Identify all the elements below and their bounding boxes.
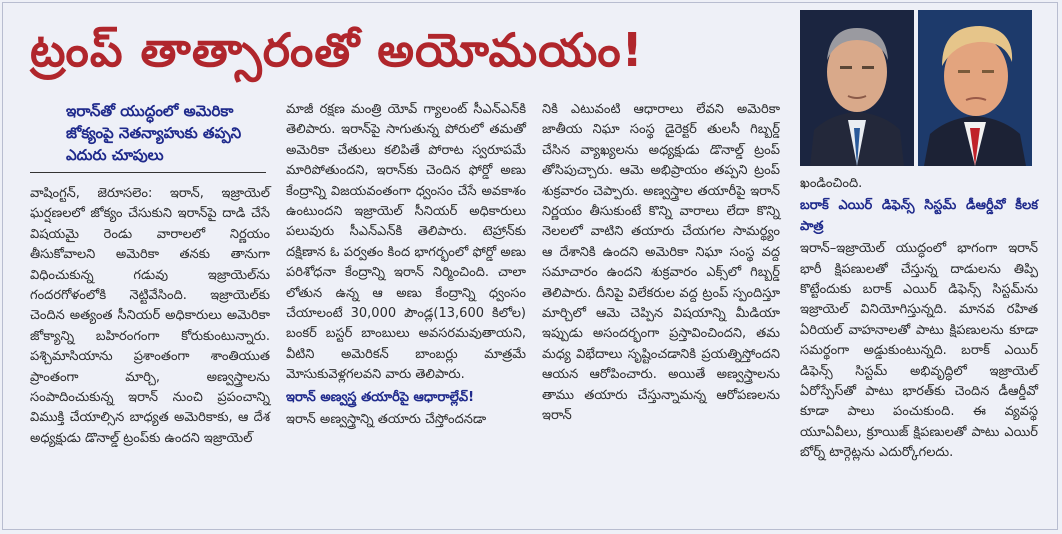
column-4-subheading: బరాక్ ఎయిర్ డిఫెన్స్ సిస్టమ్ డీఆర్డీవో కీలక పాత్ర (800, 198, 1038, 234)
column-1 (30, 184, 270, 449)
column-3-text: నికి ఎటువంటి ఆధారాలు లేవని అమెరికా జాతీయ నిఘా సంస్థ డైరెక్టర్ తులసీ గిబ్బర్డ్ చేసిన వ్యాఖ్యలను అధ్యక్షుడు డొనాల్డ్ ట్రంప్ తోసిపుచ్చారు. ఆమె అభిప్రాయం తప్పని ట్రంప్ శుక్రవారం చెప్పారు. అణ్వస్త్రాల తయారీపై ఇరాన్ నిర్ణయం తీసుకుంటే కొన్ని వారాలు లేదా కొన్ని నెలలలో వాటిని తయారు చేయగల సామర్థ్యం ఆ దేశానికి ఉందని అమెరికా నిఘా సంస్థ వద్ద సమాచారం ఉందని శుక్రవారం ఎక్స్‌లో గిబ్బర్డ్ తెలిపారు. దీనిపై విలేకరుల వద్ద ట్రంప్ స్పందిస్తూ మార్చిలో ఆమె చెప్పిన విషయాన్ని మీడియా ఇప్పుడు అసందర్భంగా ప్రస్తావించిందని, తమ మధ్య విభేదాలు సృష్టించడానికి ప్రయత్నిస్తోందని ఆయన ఆరోపించారు. అయితే అణ్వస్త్రాలను తాము తయారు చేస్తున్నామన్న ఆరోపణలను ఇరాన్ (542, 102, 780, 424)
trump-photo (918, 10, 1032, 166)
column-3 (542, 100, 780, 427)
column-2-tail-text: ఇరాన్ అణ్వస్త్రాన్ని తయారు చేస్తోందనడా (286, 412, 487, 428)
headline: ట్రంప్ తాత్సారంతో అయోమయం! (30, 23, 644, 77)
deck-divider (30, 172, 266, 173)
column-2-subheading: ఇరాన్ అణ్వస్త్ర తయారీపై ఆధారాల్లేవ్! (286, 389, 475, 405)
article-deck: ఇరాన్‌తో యుద్ధంలో అమెరికా జోక్యంపై నెతన్యాహుకు తప్పని ఎదురు చూపులు (66, 102, 242, 164)
column-2 (286, 100, 526, 431)
netanyahu-photo (800, 10, 914, 166)
column-4 (800, 174, 1038, 464)
column-2-text: మాజీ రక్షణ మంత్రి యోవ్ గ్యాలంట్ సీఎన్ఎన్‌కి తెలిపారు. ఇరాన్‌పై సాగుతున్న పోరులో తమతో అమెరికా చేతులు కలిపితే పోరాట స్వరూపమే మారిపోతుందని, ఇరాన్‌కు చెందిన ఫోర్డో అణు కేంద్రాన్ని విజయవంతంగా ధ్వంసం చేసే అవకాశం ఉంటుందని ఇజ్రాయెల్ సీనియర్ అధికారులు పలువురు సీఎన్ఎన్‌కి తెలిపారు. టెహ్రాన్‌కు దక్షిణాన ఓ పర్వతం కింద భాగర్భంలో ఫోర్డో అణు పరిశోధనా కేంద్రాన్ని ఇరాన్ నిర్మించింది. చాలా లోతున ఉన్న ఆ అణు కేంద్రాన్ని ధ్వంసం చేయాలంటే 30,000 పౌండ్ల(13,600 కిలోల) బంకర్ బస్టర్ బాంబులు అవసరమవుతాయని, వీటిని అమెరికన్ బాంబర్లు మాత్రమే మోసుకువెళ్లగలవని వారు తెలిపారు. (286, 102, 526, 383)
column-4-lead-text: ఖండించింది. (800, 176, 863, 191)
column-1-text: వాషింగ్టన్, జెరూసలెం: ఇరాన్, ఇజ్రాయెల్ ఘర్షణలలో జోక్యం చేసుకుని ఇరాన్‌పై దాడి చేసే విషయమై రెండు వారాలలో నిర్ణయం తీసుకోవాలని అమెరికా తనకు తానుగా విధించుకున్న గడువు ఇజ్రాయెల్‌ను గందరగోళంలోకి నెట్టివేసింది. ఇజ్రాయెల్‌కు చెందిన అత్యంత సీనియర్ అధికారులు అమెరికా జోక్యాన్ని బహిరంగంగా కోరుకుంటున్నారు. పశ్చిమాసియాను ప్రశాంతంగా శాంతియుత ప్రాంతంగా మార్చి, అణ్వస్త్రాలను సంపాదించుకున్న ఇరాన్ నుంచి ప్రపంచాన్ని విముక్తి చేయాల్సిన బాధ్యత అమెరికాకు, ఆ దేశ అధ్యక్షుడు డొనాల్డ్ ట్రంప్‌కు ఉందని ఇజ్రాయెల్ (30, 186, 270, 446)
column-4-text: ఇరాన్–ఇజ్రాయెల్ యుద్ధంలో భాగంగా ఇరాన్ భారీ క్షిపణులతో చేస్తున్న దాడులను తిప్పి కొట్టేందుకు బరాక్ ఎయిర్ డిఫెన్స్ సిస్టమ్‌ను ఇజ్రాయెల్ వినియోగిస్తున్నది. మానవ రహిత ఏరియల్ వాహనాలతో పాటు క్షిపణులను కూడా సమర్థంగా అడ్డుకుంటున్నది. బరాక్ ఎయిర్ డిఫెన్స్ సిస్టమ్ అభివృద్ధిలో ఇజ్రాయెల్ ఏరోస్పేస్‌తో పాటు భారత్‌కు చెందిన డీఆర్డీవో కూడా పాలు పంచుకుంది. ఈ వ్యవస్థ యూఏవీలు, క్రూయిజ్ క్షిపణులతో పాటు ఎయిర్ బోర్న్ టార్గెట్లను ఎదుర్కోగలదు. (800, 241, 1038, 461)
